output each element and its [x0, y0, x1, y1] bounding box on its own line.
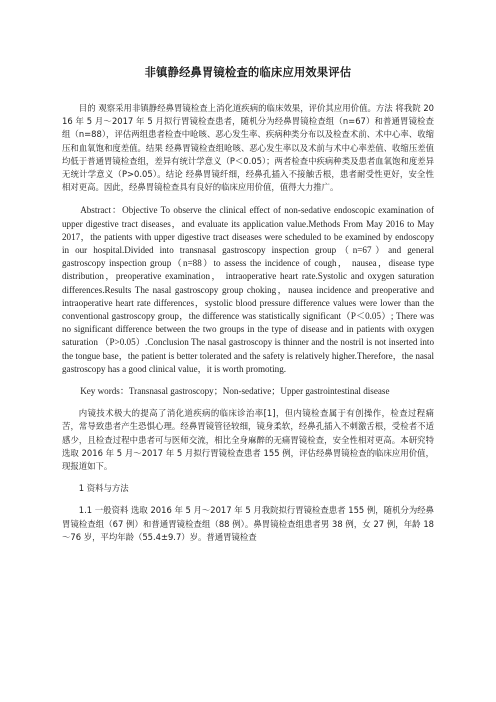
introduction-paragraph: 内镜技术极大的提高了消化道疾病的临床诊治率[1]，但内镜检查属于有创操作，检查过程痛苦，常导致患者产生恐惧心理。经鼻胃镜管径较细，镜身柔软，经鼻孔插入不刺激舌根，受检者不适感少，且检查过程中患者可与医师交流，相比全身麻醉的无痛胃镜检查，安全性相对更高。本研究特选取 2016 年 5 月～2017 年 5 月拟行胃镜检查患者 155 例，评估经鼻胃镜检查的临床应用价值，现报道如下。 [62, 408, 434, 472]
section-1-1-general-data: 1.1 一般资料 选取 2016 年 5 月～2017 年 5 月我院拟行胃镜检查患者 155 例，随机分为经鼻胃镜检查组（67 例）和普通胃镜检查组（88 例）。鼻胃镜检查组患者男 38 例，女 27 例，年龄 18～76 岁，平均年龄（55.4±9.7）岁。普通胃镜检查 [62, 505, 434, 542]
keywords: Key words：Transnasal gastroscopy；Non-sedative；Upper gastrointestinal disease [80, 386, 390, 397]
english-abstract: Abstract：Objective To observe the clinical effect of non-sedative endoscopic examination of upper digestive tract diseases，and evaluate its application value.Methods From May 2016 to May 2017，the patients with upper digestive tract diseases were scheduled to be examined by endoscopy in our hospital.Divided into transnasal gastroscopy inspection group（n=67）and general gastroscopy inspection group（n=88）to assess the incidence of cough， nausea，disease type distribution，preoperative examination， intraoperative heart rate.Systolic and oxygen saturation differences.Results The nasal gastroscopy group choking，nausea incidence and preoperative and intraoperative heart rate differences，systolic blood pressure difference values were lower than the conventional gastroscopy group，the difference was statistically significant（P＜0.05）; There was no significant difference between the two groups in the type of disease and in patients with oxygen saturation （P>0.05）.Conclusion The nasal gastroscopy is thinner and the nostril is not inserted into the tongue base，the patient is better tolerated and the safety is relatively higher.Therefore，the nasal gastroscopy has a good clinical value，it is worth promoting. [62, 205, 434, 374]
chinese-abstract: 目的 观察采用非镇静经鼻胃镜检查上消化道疾病的临床效果，评价其应用价值。方法 将我院 2016 年 5 月～2017 年 5 月拟行胃镜检查患者，随机分为经鼻胃镜检查组（n=67）和普通胃镜检查组（n=88），评估两组患者检查中呛咳、恶心发生率、疾病种类分布以及检查术前、术中心率、收缩压和血氧饱和度差值。结果 经鼻胃镜检查组呛咳、恶心发生率以及术前与术中心率差值、收缩压差值均低于普通胃镜检查组，差异有统计学意义（P＜0.05）；两者检查中疾病种类及患者血氧饱和度差异无统计学意义（P>0.05）。结论 经鼻胃镜纤细，经鼻孔插入不接触舌根，患者耐受性更好，安全性相对更高。因此，经鼻胃镜检查具有良好的临床应用价值，值得大力推广。 [62, 103, 434, 193]
paper-title: 非镇静经鼻胃镜检查的临床应用效果评估 [144, 66, 352, 79]
section-heading-materials-methods: 1 资料与方法 [78, 483, 129, 494]
